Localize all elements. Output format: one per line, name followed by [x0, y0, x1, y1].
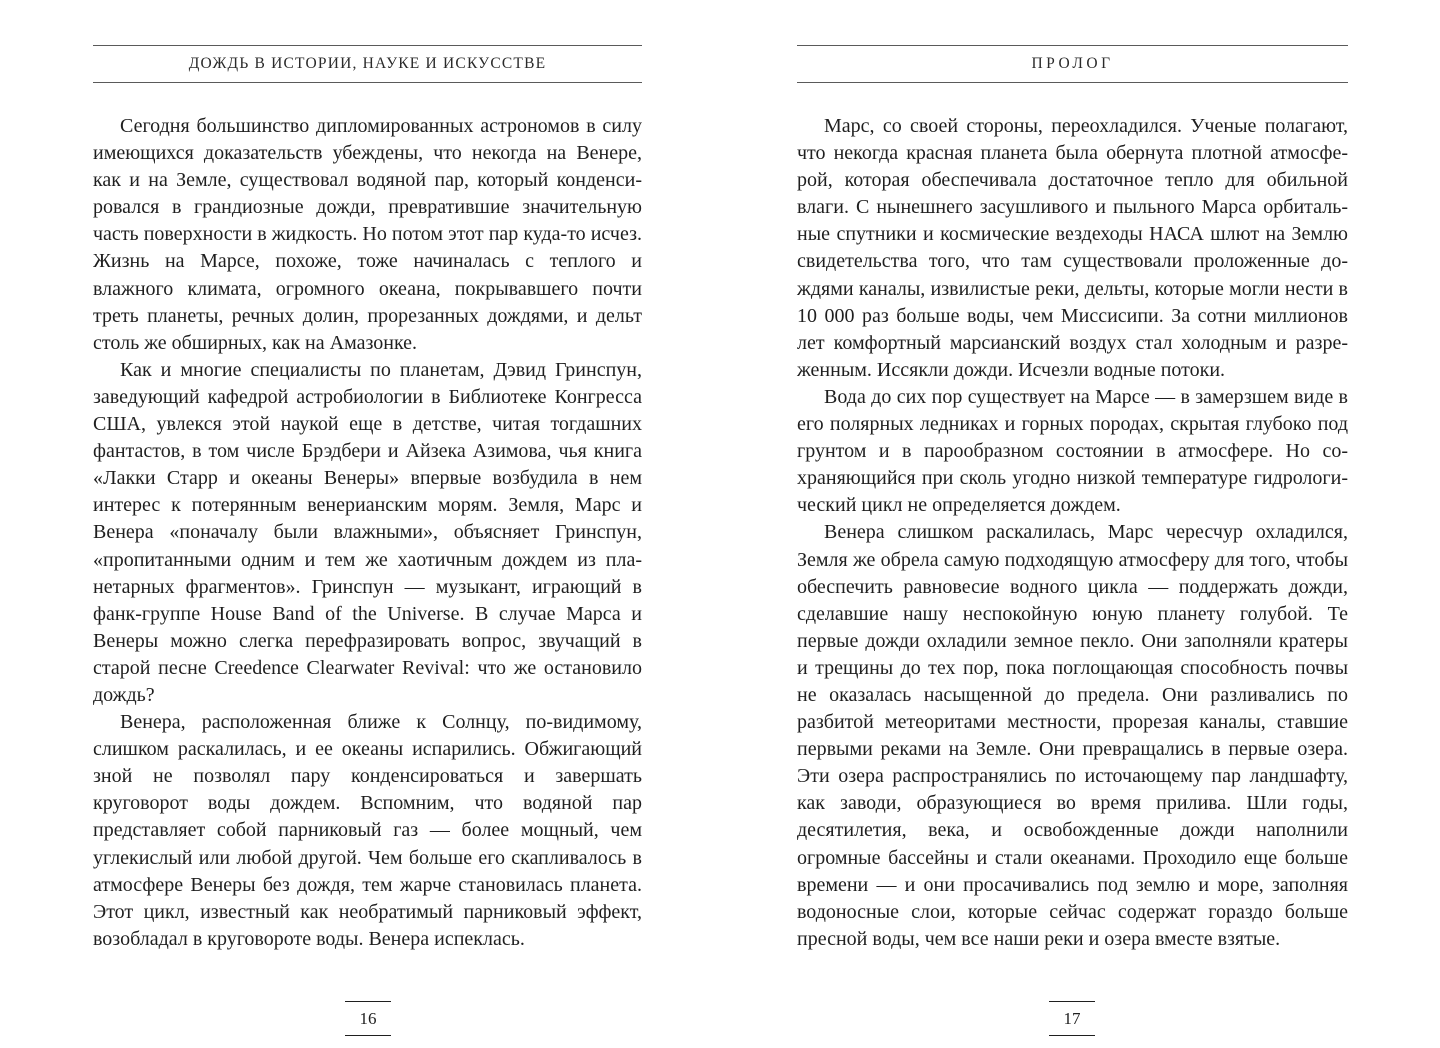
right-page [797, 0, 1348, 1048]
paragraph: Венера, расположенная ближе к Солнцу, по-видимому, слишком раскалилась, и ее океаны испарились. Обжигающий зной не позволял пару конденсироваться и завершать круговорот воды дождем. Вспомним, что водяной пар представляет собой парниковый газ — более мощный, чем углекислый или любой другой. Чем больше его скапливалось в атмосфере Венеры без дождя, тем жарче становилась планета. Этот цикл, известный как необратимый парниковый эффект, возобладал в круговороте воды. Венера испеклась. [93, 711, 642, 950]
paragraph: Как и многие специалисты по планетам, Дэвид Гринспун, заведующий кафедрой астробиологии в Библиотеке Конгресса США, увлекся этой наукой еще в детстве, читая тогдашних фантастов, в том числе Брэдбери и Айзека Азимова, чья книга «Лакки Старр и океаны Венеры» впервые возбудила в нем интерес к потерянным венерианским морям. Земля, Марс и Венера «поначалу были влажными», объясняет Гринспун, «пропитанными одним и тем же хаотичным дождем из планетарных фрагментов». Гринспун — музыкант, играющий в фанк-группе House Band of the Universe. В случае Марса и Венеры можно слегка перефразировать вопрос, звучащий в старой песне Creedence Clearwater Revival: что же остановило дождь? [93, 358, 642, 706]
paragraph: Марс, со своей стороны, переохладился. Ученые полагают, что некогда красная планета была обернута плотной атмосферой, которая обеспечивала достаточное тепло для обильной влаги. С нынешнего засушливого и пыльного Марса орбитальные спутники и космические вездеходы НАСА шлют на Землю свидетельства того, что там существовали проложенные дождями каналы, извилистые реки, дельты, которые могли нести в 10 000 раз больше воды, чем Миссисипи. За сотни миллионов лет комфортный марсианский воздух стал холодным и разреженным. Иссякли дожди. Исчезли водные потоки. [797, 115, 1348, 381]
body-text [93, 113, 642, 953]
paragraph: Венера слишком раскалилась, Марс чересчур охладился, Земля же обрела самую подходящую атмосферу для того, чтобы обеспечить равновесие водного цикла — поддержать дожди, сделавшие нашу неспокойную юную планету голубой. Те первые дожди охладили земное пекло. Они заполняли кратеры и трещины до тех пор, пока поглощающая способность почвы не оказалась насыщенной до предела. Они разливались по разбитой метеоритами местности, прорезая каналы, ставшие первыми реками на Земле. Они превращались в первые озера. Эти озера распространялись по источающему пар ландшафту, как заводи, образующиеся во время прилива. Шли годы, десятилетия, века, и освобожденные дожди наполнили огромные бассейны и стали океанами. Проходило еще больше времени — и они просачивались под землю и море, заполняя водоносные слои, которые сейчас содержат гораздо больше пресной воды, чем все наши реки и озера вместе взятые. [797, 521, 1348, 950]
page-number: 17 [1049, 1001, 1095, 1036]
running-head: ПРОЛОГ [797, 45, 1348, 83]
body-text [797, 113, 1348, 953]
running-head: ДОЖДЬ В ИСТОРИИ, НАУКЕ И ИСКУССТВЕ [93, 45, 642, 83]
left-page [93, 0, 642, 1048]
paragraph: Сегодня большинство дипломированных астрономов в силу имеющихся доказательств убеждены, что некогда на Венере, как и на Земле, существовал водяной пар, который конденсировался в грандиозные дожди, превратившие значительную часть поверхности в жидкость. Но потом этот пар куда-то исчез. Жизнь на Марсе, похоже, тоже начиналась с теплого и влажного климата, огромного океана, покрывавшего почти треть планеты, речных долин, прорезанных дождями, и дельт столь же обширных, как на Амазонке. [93, 115, 642, 354]
paragraph: Вода до сих пор существует на Марсе — в замерзшем виде в его полярных ледниках и горных породах, скрытая глубоко под грунтом и в парообразном состоянии в атмосфере. Но сохраняющийся при сколь угодно низкой температуре гидрологический цикл не определяется дождем. [797, 385, 1348, 517]
page-number: 16 [345, 1001, 391, 1036]
